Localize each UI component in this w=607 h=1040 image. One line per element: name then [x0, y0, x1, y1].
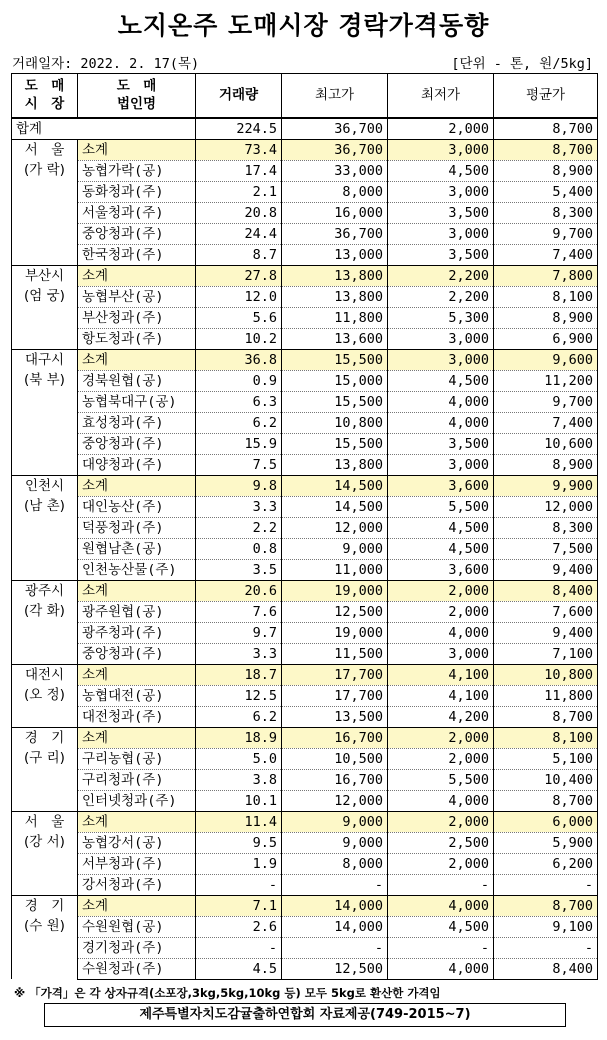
subtotal-row: [12, 139, 598, 160]
max-price-cell: 36,700: [282, 139, 388, 160]
min-price-cell: 4,500: [388, 916, 494, 937]
corp-name: 부산청과(주): [78, 307, 196, 328]
volume-cell: 5.6: [196, 307, 282, 328]
max-price-cell: 16,700: [282, 727, 388, 748]
max-price-cell: -: [282, 937, 388, 958]
table-row: [12, 622, 598, 643]
market-name-line: 부산시: [24, 267, 65, 284]
volume-cell: 20.6: [196, 580, 282, 601]
max-price-cell: 15,500: [282, 391, 388, 412]
max-price-cell: 15,000: [282, 370, 388, 391]
header-min-price: 최저가: [388, 74, 494, 118]
max-price-cell: 13,600: [282, 328, 388, 349]
avg-price-cell: 7,100: [494, 643, 598, 664]
min-price-cell: 3,500: [388, 433, 494, 454]
volume-cell: 2.1: [196, 181, 282, 202]
avg-price-cell: 8,900: [494, 307, 598, 328]
corp-name: 농협대전(공): [78, 685, 196, 706]
table-row: [12, 181, 598, 202]
volume-cell: 20.8: [196, 202, 282, 223]
max-price-cell: 8,000: [282, 181, 388, 202]
volume-cell: 18.7: [196, 664, 282, 685]
max-price-cell: 12,500: [282, 601, 388, 622]
table-row: [12, 916, 598, 937]
volume-cell: 12.5: [196, 685, 282, 706]
volume-cell: 18.9: [196, 727, 282, 748]
min-price-cell: 3,600: [388, 559, 494, 580]
max-price-cell: 9,000: [282, 811, 388, 832]
market-cell: [12, 664, 78, 727]
corp-name: 효성청과(주): [78, 412, 196, 433]
corp-name: 대전청과(주): [78, 706, 196, 727]
min-price-cell: 3,000: [388, 181, 494, 202]
table-row: [12, 874, 598, 895]
market-name-line: (수 원): [24, 918, 65, 935]
volume-cell: -: [196, 874, 282, 895]
subtotal-row: [12, 895, 598, 916]
min-price-cell: 2,000: [388, 601, 494, 622]
avg-price-cell: 8,100: [494, 727, 598, 748]
market-name-line: (가 락): [24, 162, 65, 179]
max-price-cell: 13,800: [282, 265, 388, 286]
table-row: [12, 790, 598, 811]
volume-cell: 6.3: [196, 391, 282, 412]
table-row: [12, 391, 598, 412]
min-price-cell: 4,100: [388, 685, 494, 706]
min-price-cell: 4,000: [388, 412, 494, 433]
volume-cell: 10.1: [196, 790, 282, 811]
volume-cell: 17.4: [196, 160, 282, 181]
subtotal-row: [12, 727, 598, 748]
header-corp-line1: 도 매: [116, 78, 157, 95]
subtotal-label: 소계: [78, 580, 196, 601]
market-name-line: (구 리): [24, 750, 65, 767]
market-cell: [12, 811, 78, 895]
market-name-line: 경 기: [24, 897, 65, 914]
avg-price-cell: -: [494, 937, 598, 958]
max-price-cell: 13,500: [282, 706, 388, 727]
volume-cell: 7.5: [196, 454, 282, 475]
corp-name: 경기청과(주): [78, 937, 196, 958]
corp-name: 수원청과(주): [78, 958, 196, 979]
avg-price-cell: 7,400: [494, 412, 598, 433]
min-price-cell: 4,000: [388, 391, 494, 412]
header-corp: [78, 74, 196, 118]
max-price-cell: 16,700: [282, 769, 388, 790]
corp-name: 광주원협(공): [78, 601, 196, 622]
table-row: [12, 559, 598, 580]
total-row: [12, 118, 598, 140]
subtotal-label: 소계: [78, 811, 196, 832]
volume-cell: 9.8: [196, 475, 282, 496]
volume-cell: 27.8: [196, 265, 282, 286]
market-name-line: (남 촌): [24, 498, 65, 515]
total-max-price: 36,700: [282, 118, 388, 140]
max-price-cell: 16,000: [282, 202, 388, 223]
table-row: [12, 769, 598, 790]
max-price-cell: 10,800: [282, 412, 388, 433]
avg-price-cell: 8,700: [494, 790, 598, 811]
corp-name: 농협가락(공): [78, 160, 196, 181]
corp-name: 중앙청과(주): [78, 223, 196, 244]
max-price-cell: 10,500: [282, 748, 388, 769]
min-price-cell: 3,500: [388, 244, 494, 265]
subheader: [12, 52, 593, 70]
subtotal-row: [12, 265, 598, 286]
corp-name: 광주청과(주): [78, 622, 196, 643]
min-price-cell: 4,500: [388, 370, 494, 391]
min-price-cell: 3,600: [388, 475, 494, 496]
table-row: [12, 748, 598, 769]
volume-cell: 6.2: [196, 706, 282, 727]
corp-name: 서부청과(주): [78, 853, 196, 874]
avg-price-cell: 5,400: [494, 181, 598, 202]
market-cell: [12, 895, 78, 979]
table-row: [12, 244, 598, 265]
trade-date: 거래일자: 2022. 2. 17(목): [12, 56, 200, 72]
avg-price-cell: 8,700: [494, 139, 598, 160]
subtotal-label: 소계: [78, 139, 196, 160]
subtotal-row: [12, 811, 598, 832]
market-cell: [12, 580, 78, 664]
market-name-line: 대구시: [24, 351, 65, 368]
market-name-line: 경 기: [24, 729, 65, 746]
min-price-cell: 2,000: [388, 811, 494, 832]
avg-price-cell: 9,400: [494, 622, 598, 643]
subtotal-label: 소계: [78, 475, 196, 496]
market-name-line: (북 부): [24, 372, 65, 389]
min-price-cell: 4,500: [388, 517, 494, 538]
table-row: [12, 412, 598, 433]
max-price-cell: 8,000: [282, 853, 388, 874]
market-name-line: 광주시: [24, 582, 65, 599]
avg-price-cell: 7,500: [494, 538, 598, 559]
avg-price-cell: 9,900: [494, 475, 598, 496]
table-row: [12, 853, 598, 874]
table-row: [12, 937, 598, 958]
volume-cell: 0.8: [196, 538, 282, 559]
max-price-cell: 9,000: [282, 832, 388, 853]
min-price-cell: 2,000: [388, 748, 494, 769]
table-row: [12, 958, 598, 979]
min-price-cell: 2,200: [388, 286, 494, 307]
total-label: 합계: [12, 118, 196, 140]
avg-price-cell: 9,600: [494, 349, 598, 370]
volume-cell: 3.8: [196, 769, 282, 790]
corp-name: 중앙청과(주): [78, 433, 196, 454]
corp-name: 농협북대구(공): [78, 391, 196, 412]
avg-price-cell: 6,900: [494, 328, 598, 349]
volume-cell: 11.4: [196, 811, 282, 832]
min-price-cell: 4,100: [388, 664, 494, 685]
price-table: [11, 73, 598, 980]
header-market-line2: 시 장: [24, 96, 65, 113]
volume-cell: 3.5: [196, 559, 282, 580]
table-body: [12, 118, 598, 980]
max-price-cell: 36,700: [282, 223, 388, 244]
table-row: [12, 223, 598, 244]
table-row: [12, 706, 598, 727]
market-cell: [12, 265, 78, 349]
min-price-cell: 4,000: [388, 790, 494, 811]
market-cell: [12, 349, 78, 475]
table-row: [12, 517, 598, 538]
avg-price-cell: -: [494, 874, 598, 895]
avg-price-cell: 7,800: [494, 265, 598, 286]
corp-name: 한국청과(주): [78, 244, 196, 265]
header-volume: 거래량: [196, 74, 282, 118]
min-price-cell: 4,000: [388, 895, 494, 916]
total-min-price: 2,000: [388, 118, 494, 140]
min-price-cell: 3,000: [388, 349, 494, 370]
avg-price-cell: 9,100: [494, 916, 598, 937]
min-price-cell: -: [388, 937, 494, 958]
market-name-line: (오 정): [24, 687, 65, 704]
corp-name: 수원원협(공): [78, 916, 196, 937]
min-price-cell: 5,500: [388, 769, 494, 790]
volume-cell: 12.0: [196, 286, 282, 307]
avg-price-cell: 8,700: [494, 706, 598, 727]
corp-name: 경북원협(공): [78, 370, 196, 391]
min-price-cell: 4,500: [388, 538, 494, 559]
avg-price-cell: 8,400: [494, 580, 598, 601]
volume-cell: 24.4: [196, 223, 282, 244]
min-price-cell: -: [388, 874, 494, 895]
corp-name: 서울청과(주): [78, 202, 196, 223]
min-price-cell: 3,500: [388, 202, 494, 223]
max-price-cell: 12,000: [282, 790, 388, 811]
header-market-line1: 도 매: [24, 78, 65, 95]
avg-price-cell: 9,700: [494, 391, 598, 412]
table-row: [12, 202, 598, 223]
volume-cell: 4.5: [196, 958, 282, 979]
table-row: [12, 286, 598, 307]
max-price-cell: 11,000: [282, 559, 388, 580]
volume-cell: 1.9: [196, 853, 282, 874]
corp-name: 원협남촌(공): [78, 538, 196, 559]
min-price-cell: 2,000: [388, 727, 494, 748]
subtotal-label: 소계: [78, 349, 196, 370]
avg-price-cell: 7,600: [494, 601, 598, 622]
table-row: [12, 496, 598, 517]
market-name-line: (엄 궁): [24, 288, 65, 305]
min-price-cell: 4,500: [388, 160, 494, 181]
market-name-line: (각 화): [24, 603, 65, 620]
corp-name: 강서청과(주): [78, 874, 196, 895]
max-price-cell: 15,500: [282, 349, 388, 370]
volume-cell: 15.9: [196, 433, 282, 454]
market-name-line: (강 서): [24, 834, 65, 851]
max-price-cell: 11,500: [282, 643, 388, 664]
corp-name: 농협강서(공): [78, 832, 196, 853]
subtotal-row: [12, 349, 598, 370]
table-row: [12, 538, 598, 559]
min-price-cell: 2,500: [388, 832, 494, 853]
avg-price-cell: 8,100: [494, 286, 598, 307]
corp-name: 덕풍청과(주): [78, 517, 196, 538]
max-price-cell: 19,000: [282, 580, 388, 601]
subtotal-row: [12, 664, 598, 685]
min-price-cell: 3,000: [388, 139, 494, 160]
corp-name: 농협부산(공): [78, 286, 196, 307]
volume-cell: 8.7: [196, 244, 282, 265]
page-title: 노지온주 도매시장 경락가격동향: [117, 11, 490, 40]
avg-price-cell: 6,200: [494, 853, 598, 874]
header-market: [12, 74, 78, 118]
volume-cell: 6.2: [196, 412, 282, 433]
max-price-cell: 15,500: [282, 433, 388, 454]
max-price-cell: -: [282, 874, 388, 895]
min-price-cell: 4,200: [388, 706, 494, 727]
unit-note: [단위 - 톤, 원/5kg]: [451, 56, 593, 72]
avg-price-cell: 9,400: [494, 559, 598, 580]
avg-price-cell: 8,300: [494, 202, 598, 223]
min-price-cell: 5,500: [388, 496, 494, 517]
avg-price-cell: 12,000: [494, 496, 598, 517]
min-price-cell: 3,000: [388, 454, 494, 475]
max-price-cell: 14,000: [282, 916, 388, 937]
max-price-cell: 9,000: [282, 538, 388, 559]
volume-cell: 36.8: [196, 349, 282, 370]
table-row: [12, 832, 598, 853]
min-price-cell: 3,000: [388, 643, 494, 664]
table-row: [12, 643, 598, 664]
avg-price-cell: 6,000: [494, 811, 598, 832]
max-price-cell: 14,500: [282, 475, 388, 496]
market-name-line: 서 울: [24, 141, 65, 158]
corp-name: 구리청과(주): [78, 769, 196, 790]
volume-cell: 9.7: [196, 622, 282, 643]
table-row: [12, 307, 598, 328]
avg-price-cell: 8,700: [494, 895, 598, 916]
volume-cell: 0.9: [196, 370, 282, 391]
volume-cell: 7.6: [196, 601, 282, 622]
avg-price-cell: 8,400: [494, 958, 598, 979]
market-cell: [12, 139, 78, 265]
corp-name: 인터넷청과(주): [78, 790, 196, 811]
volume-cell: 3.3: [196, 496, 282, 517]
subtotal-label: 소계: [78, 664, 196, 685]
table-row: [12, 370, 598, 391]
min-price-cell: 4,000: [388, 622, 494, 643]
max-price-cell: 14,000: [282, 895, 388, 916]
min-price-cell: 2,000: [388, 580, 494, 601]
avg-price-cell: 11,800: [494, 685, 598, 706]
volume-cell: 5.0: [196, 748, 282, 769]
max-price-cell: 12,000: [282, 517, 388, 538]
avg-price-cell: 7,400: [494, 244, 598, 265]
avg-price-cell: 8,300: [494, 517, 598, 538]
avg-price-cell: 5,100: [494, 748, 598, 769]
corp-name: 구리농협(공): [78, 748, 196, 769]
footnote: ※ 「가격」은 각 상자규격(소포장,3kg,5kg,10kg 등) 모두 5kg로 환산한 가격임: [14, 986, 441, 1000]
corp-name: 대양청과(주): [78, 454, 196, 475]
market-cell: [12, 475, 78, 580]
avg-price-cell: 8,900: [494, 454, 598, 475]
table-row: [12, 160, 598, 181]
subtotal-row: [12, 475, 598, 496]
max-price-cell: 13,800: [282, 286, 388, 307]
subtotal-label: 소계: [78, 265, 196, 286]
market-cell: [12, 727, 78, 811]
volume-cell: 2.2: [196, 517, 282, 538]
max-price-cell: 17,700: [282, 664, 388, 685]
corp-name: 대인농산(주): [78, 496, 196, 517]
header-corp-line2: 법인명: [116, 96, 157, 113]
header-row: [12, 74, 598, 118]
corp-name: 중앙청과(주): [78, 643, 196, 664]
table-row: [12, 601, 598, 622]
volume-cell: 73.4: [196, 139, 282, 160]
volume-cell: 10.2: [196, 328, 282, 349]
table-row: [12, 433, 598, 454]
subtotal-row: [12, 580, 598, 601]
avg-price-cell: 11,200: [494, 370, 598, 391]
subtotal-label: 소계: [78, 895, 196, 916]
table-row: [12, 685, 598, 706]
min-price-cell: 3,000: [388, 223, 494, 244]
max-price-cell: 33,000: [282, 160, 388, 181]
volume-cell: 3.3: [196, 643, 282, 664]
market-name-line: 서 울: [24, 813, 65, 830]
corp-name: 인천농산물(주): [78, 559, 196, 580]
max-price-cell: 17,700: [282, 685, 388, 706]
min-price-cell: 2,200: [388, 265, 494, 286]
max-price-cell: 14,500: [282, 496, 388, 517]
avg-price-cell: 10,800: [494, 664, 598, 685]
avg-price-cell: 8,900: [494, 160, 598, 181]
header-avg-price: 평균가: [494, 74, 598, 118]
min-price-cell: 2,000: [388, 853, 494, 874]
corp-name: 동화청과(주): [78, 181, 196, 202]
max-price-cell: 12,500: [282, 958, 388, 979]
avg-price-cell: 10,400: [494, 769, 598, 790]
market-name-line: 인천시: [24, 477, 65, 494]
volume-cell: 9.5: [196, 832, 282, 853]
header-max-price: 최고가: [282, 74, 388, 118]
max-price-cell: 19,000: [282, 622, 388, 643]
table-row: [12, 328, 598, 349]
avg-price-cell: 5,900: [494, 832, 598, 853]
total-volume: 224.5: [196, 118, 282, 140]
source-credit: 제주특별자치도감귤출하연합회 자료제공(749-2015~7): [44, 1003, 566, 1027]
min-price-cell: 5,300: [388, 307, 494, 328]
avg-price-cell: 10,600: [494, 433, 598, 454]
min-price-cell: 4,000: [388, 958, 494, 979]
table-row: [12, 454, 598, 475]
volume-cell: 2.6: [196, 916, 282, 937]
volume-cell: -: [196, 937, 282, 958]
max-price-cell: 13,000: [282, 244, 388, 265]
corp-name: 항도청과(주): [78, 328, 196, 349]
avg-price-cell: 9,700: [494, 223, 598, 244]
total-avg-price: 8,700: [494, 118, 598, 140]
min-price-cell: 3,000: [388, 328, 494, 349]
subtotal-label: 소계: [78, 727, 196, 748]
volume-cell: 7.1: [196, 895, 282, 916]
market-name-line: 대전시: [24, 666, 65, 683]
max-price-cell: 11,800: [282, 307, 388, 328]
max-price-cell: 13,800: [282, 454, 388, 475]
